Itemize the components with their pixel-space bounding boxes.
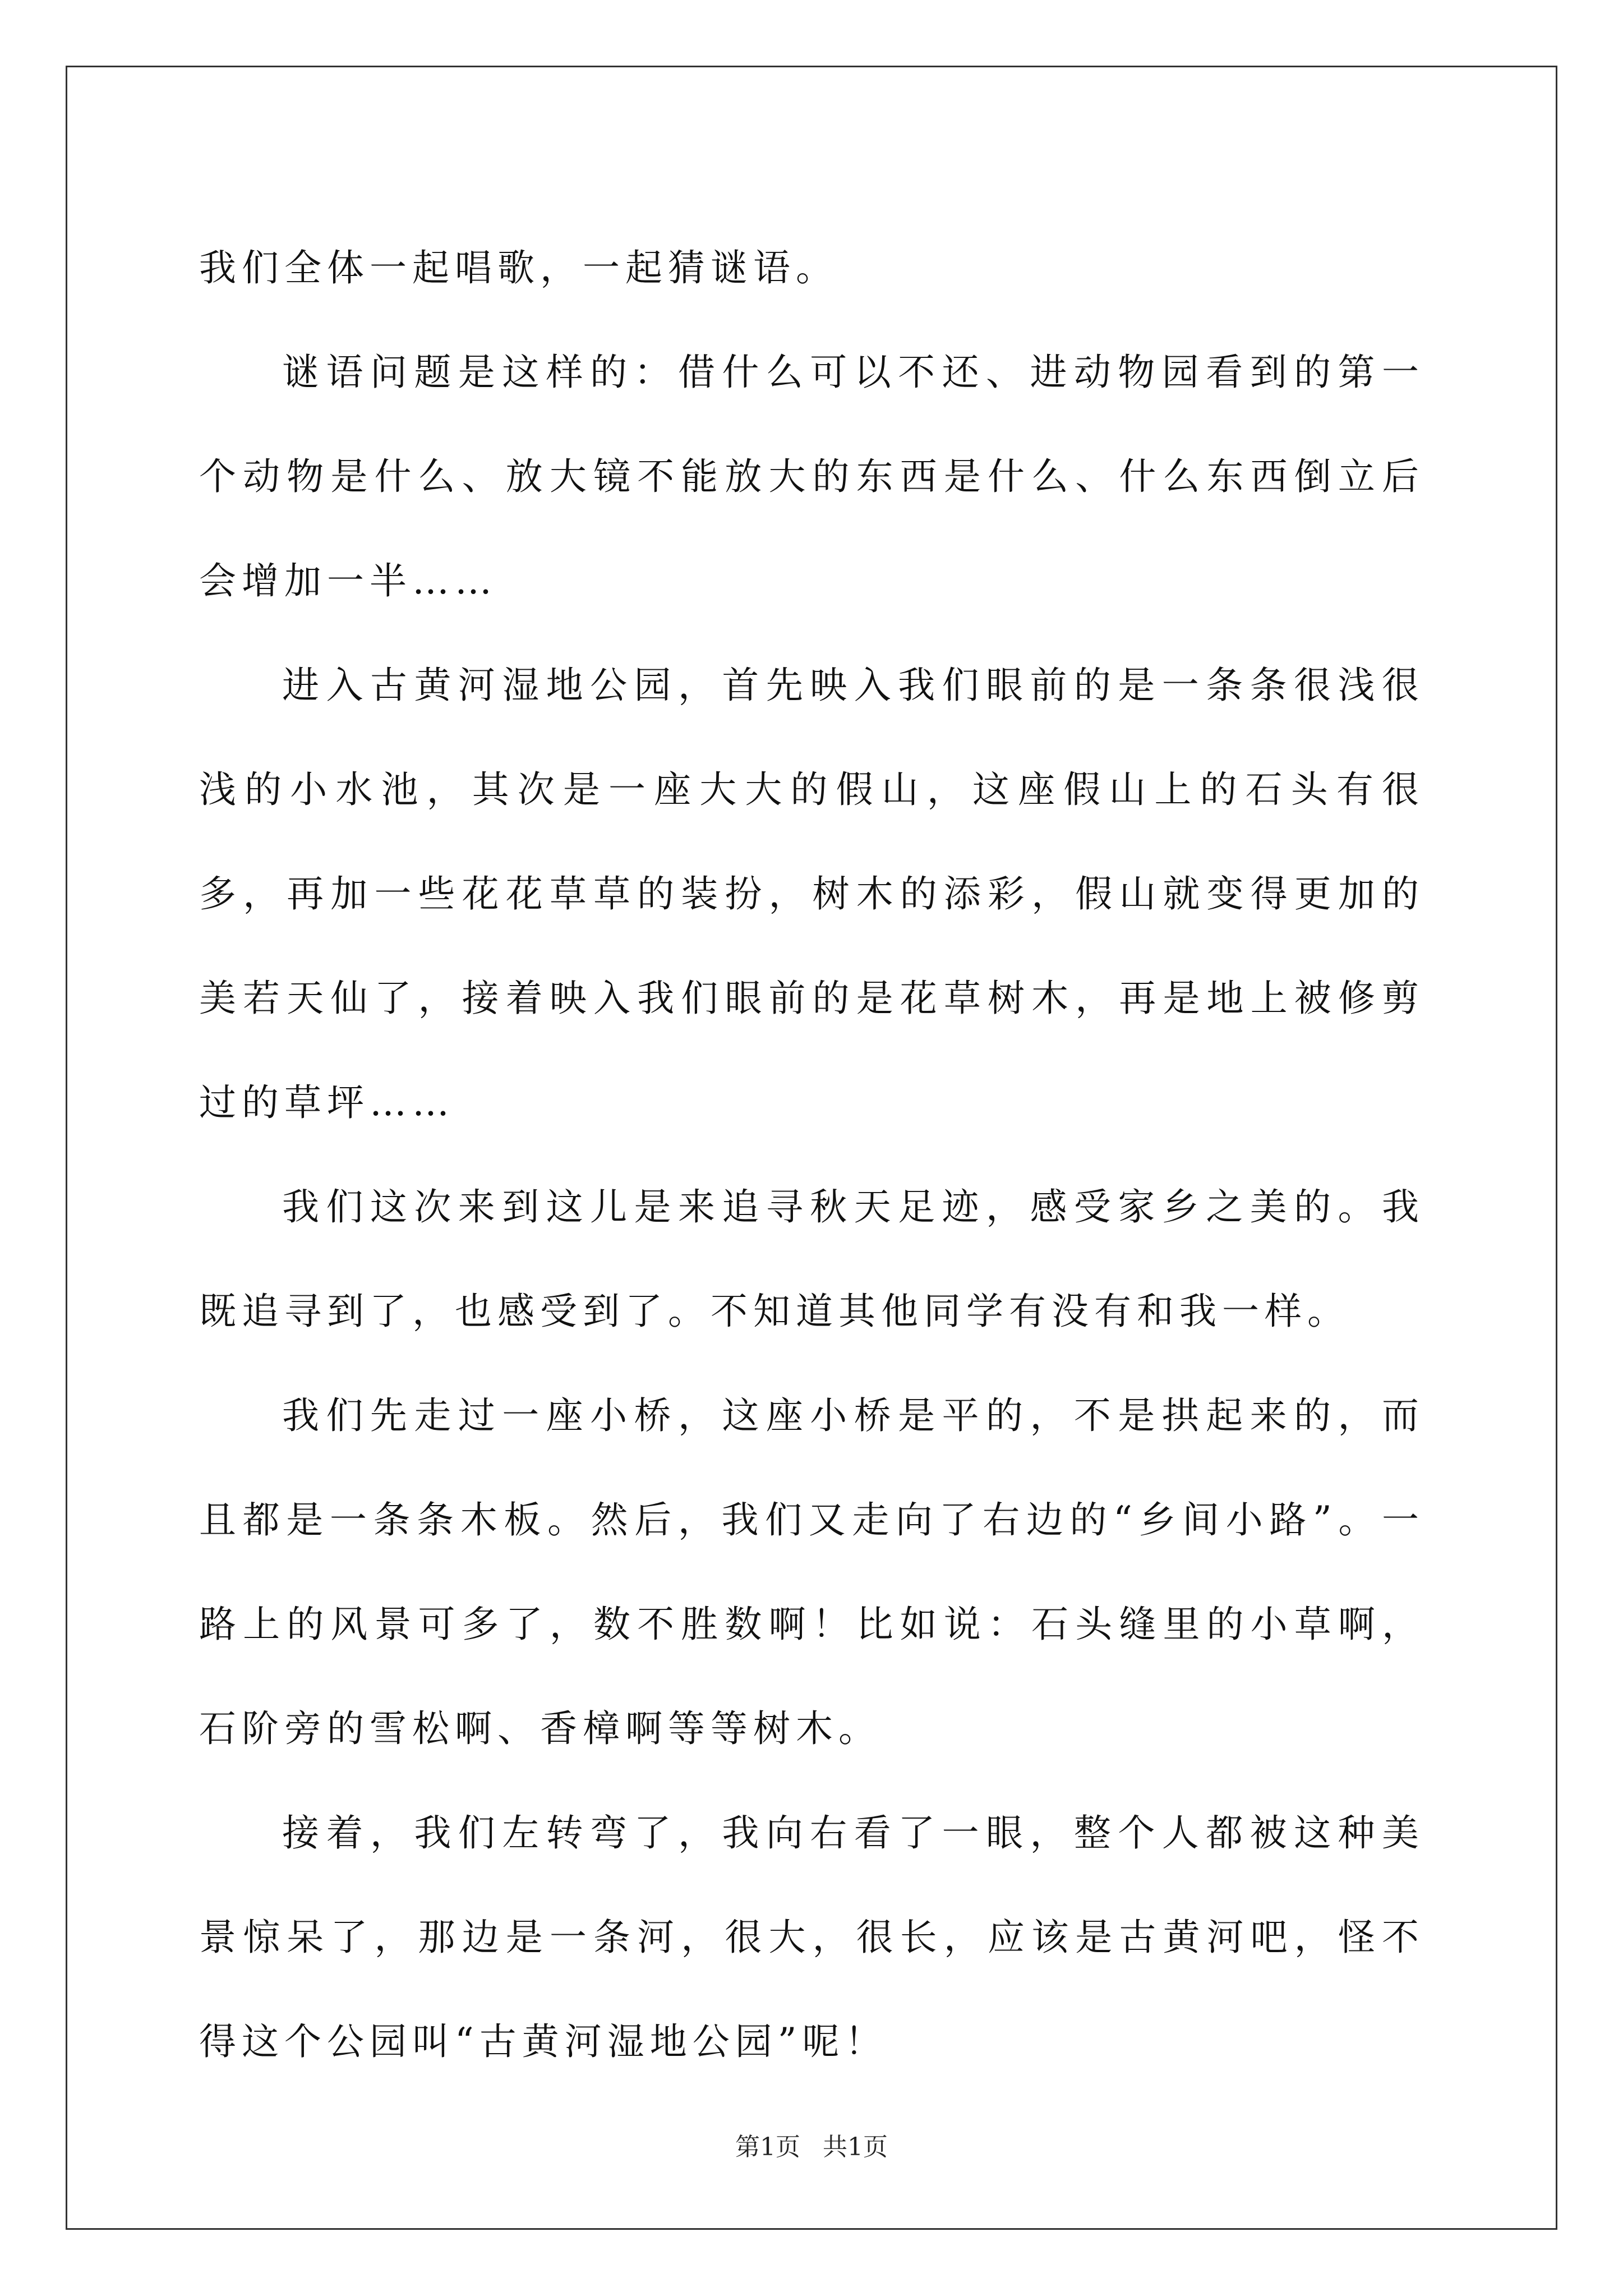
paragraph-3: 进入古黄河湿地公园，首先映入我们眼前的是一条条很浅很浅的小水池，其次是一座大大的假山，这座假山上的石头有很多，再加一些花花草草的装扮，树木的添彩，假山就变得更加的美若天仙了，接着映入我们眼前的是花草树木，再是地上被修剪过的草坪…… <box>199 664 1424 1124</box>
page-number-current: 第1页 <box>735 2133 800 2161</box>
paragraph-5: 我们先走过一座小桥，这座小桥是平的，不是拱起来的，而且都是一条条木板。然后，我们又走向了右边的“乡间小路”。一路上的风景可多了，数不胜数啊！比如说：石头缝里的小草啊，石阶旁的雪松啊、香樟啊等等树木。 <box>199 1394 1424 1750</box>
paragraph-2: 谜语问题是这样的：借什么可以不还、进动物园看到的第一个动物是什么、放大镜不能放大的东西是什么、什么东西倒立后会增加一半…… <box>199 351 1424 602</box>
page-footer <box>0 2131 1623 2164</box>
document-body <box>199 216 1424 2094</box>
paragraph-6: 接着，我们左转弯了，我向右看了一眼，整个人都被这种美景惊呆了，那边是一条河，很大，很长，应该是古黄河吧，怪不得这个公园叫“古黄河湿地公园”呢！ <box>199 1811 1424 2063</box>
paragraph-1: 我们全体一起唱歌，一起猜谜语。 <box>199 246 838 289</box>
paragraph-4: 我们这次来到这儿是来追寻秋天足迹，感受家乡之美的。我既追寻到了，也感受到了。不知道其他同学有没有和我一样。 <box>199 1185 1424 1333</box>
page-number-total: 共1页 <box>823 2133 888 2161</box>
